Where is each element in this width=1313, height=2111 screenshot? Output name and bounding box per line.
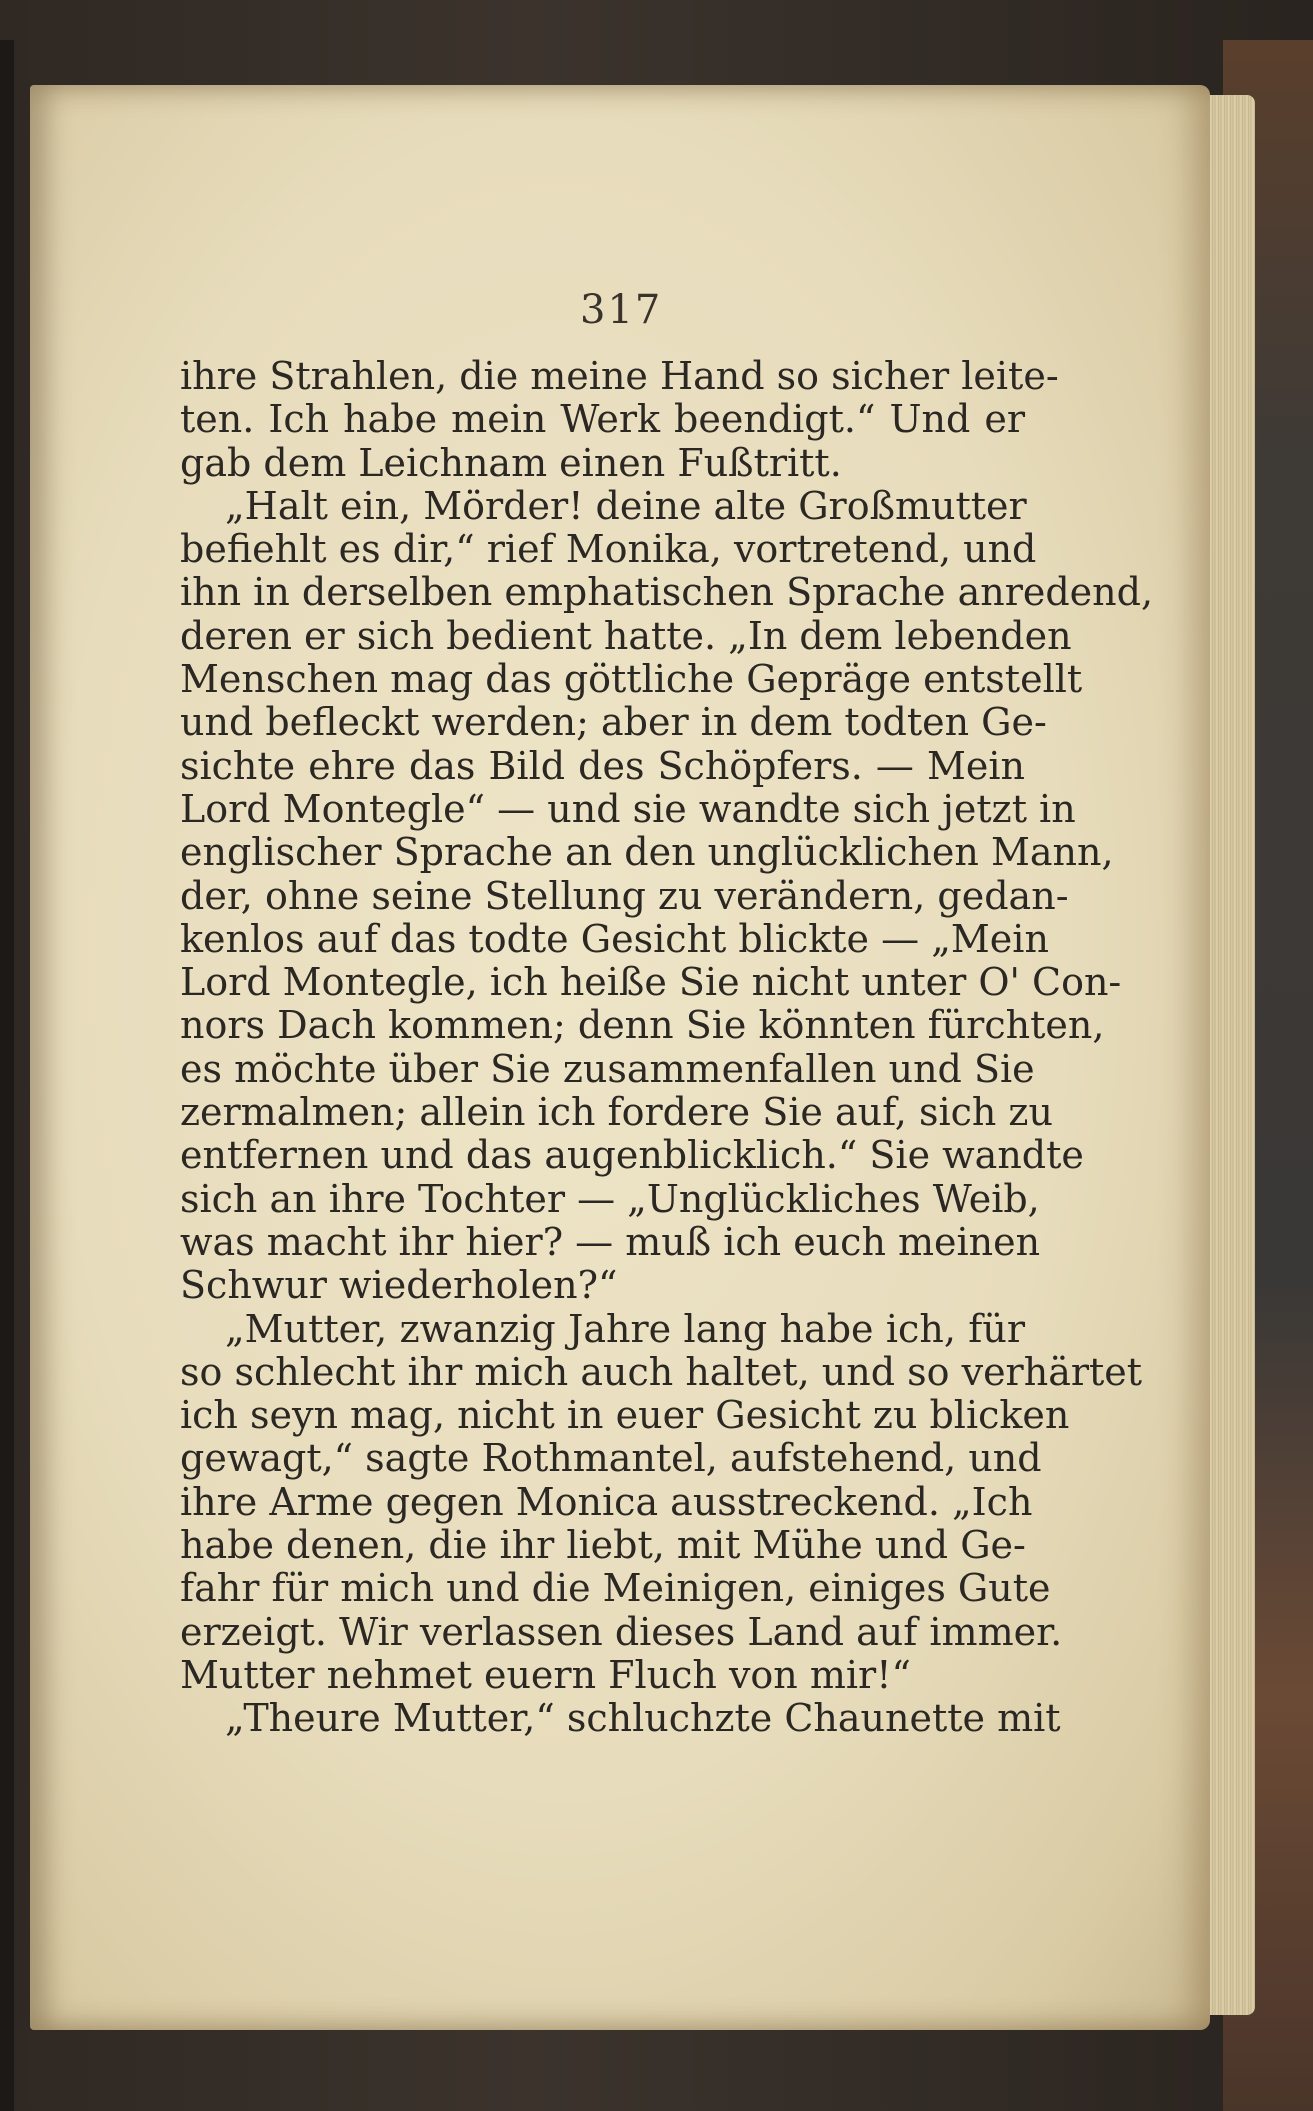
text-line: englischer Sprache an den unglücklichen Mann, <box>180 830 1114 875</box>
text-line: Menschen mag das göttliche Gepräge entstellt <box>180 657 1083 702</box>
text-line: „Mutter, zwanzig Jahre lang habe ich, für <box>225 1306 1025 1351</box>
text-line: was macht ihr hier? — muß ich euch meinen <box>180 1219 1041 1264</box>
text-line: so schlecht ihr mich auch haltet, und so verhärtet <box>180 1349 1143 1394</box>
text-line: sich an ihre Tochter — „Unglückliches Weib, <box>180 1176 1040 1221</box>
page-number: 317 <box>580 287 663 333</box>
text-line: ihre Strahlen, die meine Hand so sicher leite- <box>180 354 1059 398</box>
text-line: Lord Montegle“ — und sie wandte sich jetzt in <box>180 786 1076 831</box>
text-line: ich seyn mag, nicht in euer Gesicht zu blicken <box>180 1393 1070 1438</box>
text-line: fahr für mich und die Meinigen, einiges Gute <box>180 1566 1051 1611</box>
text-line: Mutter nehmet euern Fluch von mir!“ <box>180 1652 911 1697</box>
text-line: und befleckt werden; aber in dem todten Ge- <box>180 700 1047 745</box>
text-line: kenlos auf das todte Gesicht blickte — „Mein <box>180 916 1049 961</box>
text-line: habe denen, die ihr liebt, mit Mühe und Ge- <box>180 1523 1026 1568</box>
text-line: „Theure Mutter,“ schluchzte Chaunette mit <box>225 1696 1061 1741</box>
text-line: Lord Montegle, ich heiße Sie nicht unter O' Con- <box>180 960 1122 1005</box>
binding-edge <box>0 40 14 2111</box>
text-line: gab dem Leichnam einen Fußtritt. <box>180 440 842 485</box>
text-line: Schwur wiederholen?“ <box>180 1263 618 1308</box>
text-line: deren er sich bedient hatte. „In dem lebenden <box>180 613 1072 658</box>
body-text <box>180 354 1154 1741</box>
text-line: ihn in derselben emphatischen Sprache anredend, <box>180 570 1154 615</box>
text-line: der, ohne seine Stellung zu verändern, gedan- <box>180 873 1069 918</box>
text-line: ten. Ich habe mein Werk beendigt.“ Und er <box>180 397 1025 442</box>
text-line: befiehlt es dir,“ rief Monika, vortretend, und <box>180 527 1037 572</box>
text-line: es möchte über Sie zusammenfallen und Sie <box>180 1046 1035 1091</box>
text-line: entfernen und das augenblicklich.“ Sie wandte <box>180 1133 1084 1178</box>
text-line: „Halt ein, Mörder! deine alte Großmutter <box>225 483 1027 528</box>
text-line: zermalmen; allein ich fordere Sie auf, sich zu <box>180 1090 1053 1135</box>
text-line: erzeigt. Wir verlassen dieses Land auf immer. <box>180 1609 1063 1654</box>
text-line: ihre Arme gegen Monica ausstreckend. „Ich <box>180 1479 1033 1524</box>
text-line: sichte ehre das Bild des Schöpfers. — Mein <box>180 743 1025 788</box>
text-line: nors Dach kommen; denn Sie könnten fürchten, <box>180 1003 1105 1048</box>
text-line: gewagt,“ sagte Rothmantel, aufstehend, und <box>180 1436 1042 1481</box>
